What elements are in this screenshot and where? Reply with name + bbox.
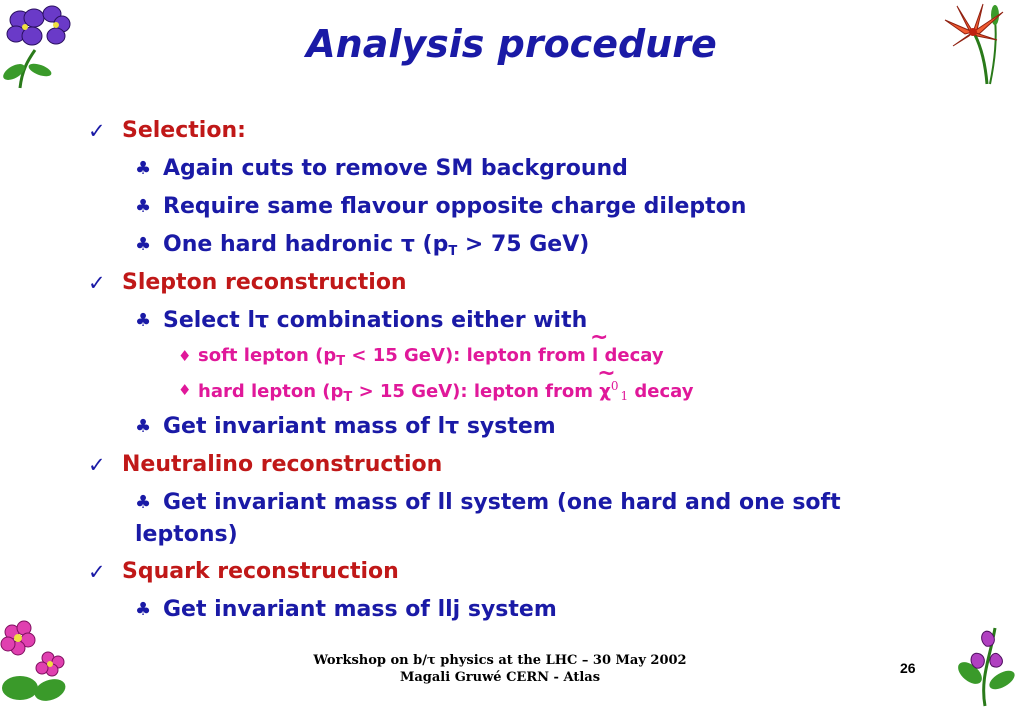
club-icon: ♣ bbox=[135, 158, 152, 179]
bullet-item bbox=[135, 522, 238, 547]
bullet-text: Require same flavour opposite charge dilepton bbox=[163, 194, 747, 219]
footer-line-1: Workshop on b/τ physics at the LHC – 30 May 2002 bbox=[313, 653, 687, 668]
tilde-symbol: ~ l bbox=[592, 345, 598, 366]
bullet-text: decay bbox=[598, 345, 664, 366]
bullet-item bbox=[178, 379, 694, 405]
club-icon: ♣ bbox=[135, 492, 152, 513]
bullet-text: Squark reconstruction bbox=[122, 559, 399, 584]
footer bbox=[300, 652, 700, 686]
tilde-symbol: ~ χ bbox=[599, 381, 611, 402]
bullet-item bbox=[88, 452, 443, 477]
pink-flower-icon bbox=[0, 618, 78, 708]
bullet-text: Select lτ combinations either with bbox=[163, 308, 588, 333]
bullet-item bbox=[135, 156, 628, 181]
page-number: 26 bbox=[900, 660, 916, 676]
bullet-text: One hard hadronic τ (p bbox=[163, 232, 449, 257]
bullet-text: Again cuts to remove SM background bbox=[163, 156, 628, 181]
bullet-text: decay bbox=[628, 381, 694, 402]
bell-flower-icon bbox=[950, 618, 1020, 708]
bullet-text: Get invariant mass of llj system bbox=[163, 597, 557, 622]
club-icon: ♣ bbox=[135, 310, 152, 331]
bullet-text: Selection: bbox=[122, 118, 246, 143]
bullet-text: > 75 GeV) bbox=[457, 232, 590, 257]
club-icon: ♣ bbox=[135, 416, 152, 437]
bullet-text: Get invariant mass of ll system (one hard and one soft bbox=[163, 490, 841, 515]
diamond-icon: ♦ bbox=[178, 381, 192, 399]
checkmark-icon: ✓ bbox=[88, 271, 106, 295]
bullet-text: Neutralino reconstruction bbox=[122, 452, 443, 477]
checkmark-icon: ✓ bbox=[88, 453, 106, 477]
slide-title: Analysis procedure bbox=[306, 22, 717, 66]
bullet-text: > 15 GeV): lepton from bbox=[352, 381, 600, 402]
bullet-item bbox=[178, 345, 664, 369]
diamond-icon: ♦ bbox=[178, 347, 192, 365]
checkmark-icon: ✓ bbox=[88, 560, 106, 584]
club-icon: ♣ bbox=[135, 599, 152, 620]
bullet-item bbox=[135, 490, 841, 515]
bullet-item bbox=[88, 270, 407, 295]
club-icon: ♣ bbox=[135, 234, 152, 255]
bullet-text: leptons) bbox=[135, 522, 238, 547]
bullet-text: soft lepton (p bbox=[198, 345, 337, 366]
checkmark-icon: ✓ bbox=[88, 119, 106, 143]
bullet-item bbox=[135, 194, 747, 219]
subscript: T bbox=[343, 390, 353, 405]
bullet-text: Slepton reconstruction bbox=[122, 270, 407, 295]
subscript: T bbox=[336, 354, 346, 369]
bullet-item bbox=[88, 559, 399, 584]
bullet-item bbox=[135, 308, 588, 333]
footer-line-2: Magali Gruwé CERN - Atlas bbox=[399, 670, 601, 685]
bullet-text: hard lepton (p bbox=[198, 381, 344, 402]
subscript: T bbox=[448, 244, 458, 259]
bullet-item bbox=[135, 414, 556, 439]
bullet-item bbox=[135, 232, 590, 259]
subscript: 1 bbox=[620, 389, 629, 403]
bullet-text: Get invariant mass of lτ system bbox=[163, 414, 556, 439]
bullet-item bbox=[135, 597, 557, 622]
bullet-text: < 15 GeV): lepton from bbox=[345, 345, 593, 366]
superscript: 0 bbox=[610, 379, 619, 393]
club-icon: ♣ bbox=[135, 196, 152, 217]
bullet-item bbox=[88, 118, 246, 143]
